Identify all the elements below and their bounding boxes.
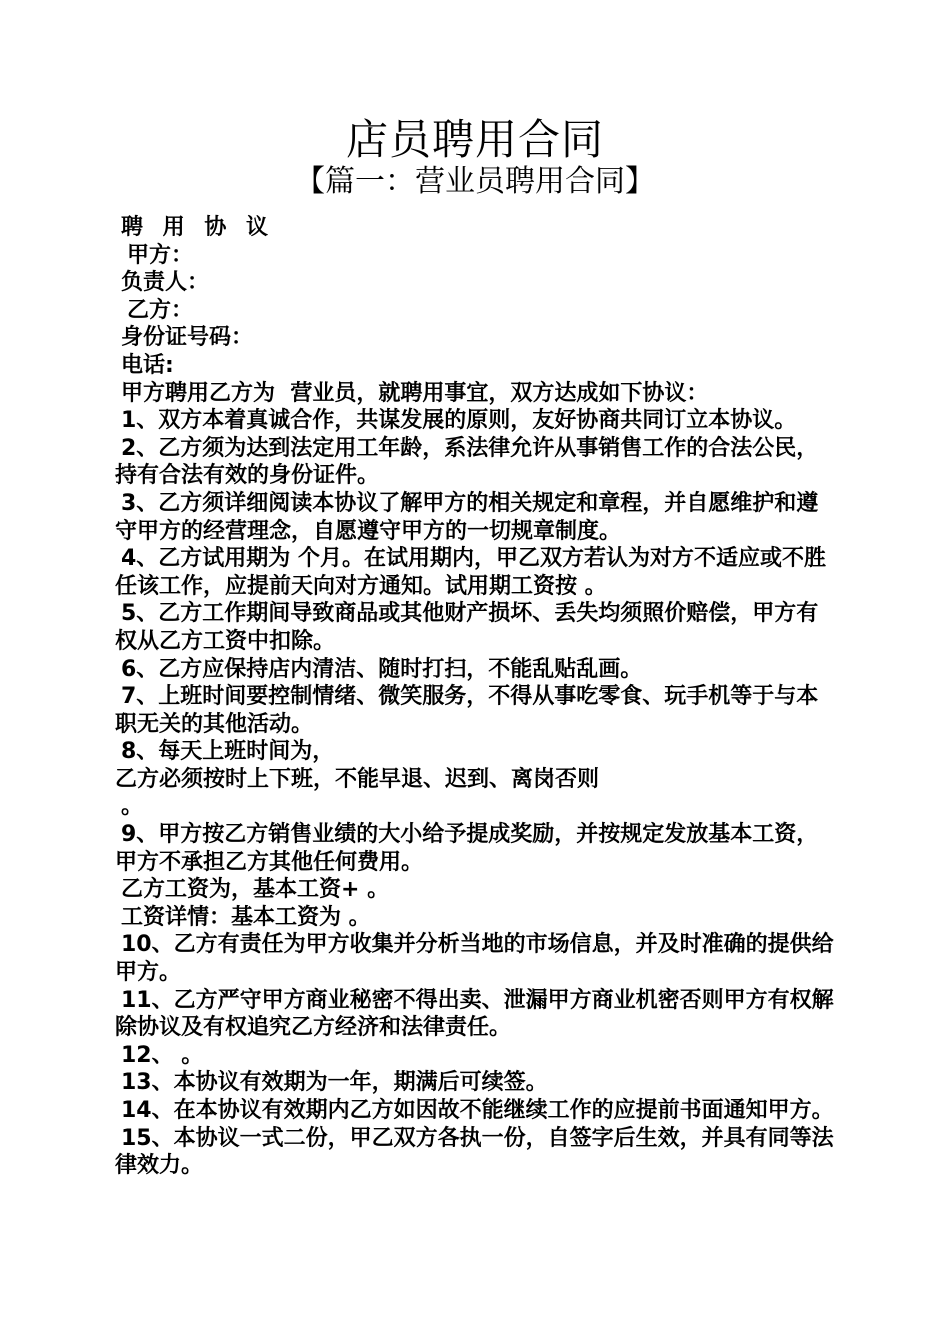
clause-9: 9、甲方按乙方销售业绩的大小给予提成奖励，并按规定发放基本工资，甲方不承担乙方其他任何费用。 <box>115 822 819 875</box>
clause-6: 6、乙方应保持店内清洁、随时打扫，不能乱贴乱画。 <box>121 656 643 682</box>
clause-10: 10、乙方有责任为甲方收集并分析当地的市场信息，并及时准确的提供给甲方。 <box>115 932 834 986</box>
agreement-body <box>115 214 835 1180</box>
salary-detail-line: 工资详情：基本工资为 。 <box>121 904 371 930</box>
clause-12: 12、 。 <box>121 1042 204 1068</box>
clause-3: 3、乙方须详细阅读本协议了解甲方的相关规定和章程，并自愿维护和遵守甲方的经营理念，自愿遵守甲方的一切规章制度。 <box>115 490 819 544</box>
clause-4: 4、乙方试用期为 个月。在试用期内，甲乙双方若认为对方不适应或不胜任该工作，应提前天向对方通知。试用期工资按 。 <box>115 546 826 599</box>
party-a-field: 甲方： <box>127 242 194 268</box>
responsible-person-field: 负责人： <box>121 270 210 296</box>
document-title: 店员聘用合同 <box>345 115 604 164</box>
clause-15: 15、本协议一式二份，甲乙双方各执一份，自签字后生效，并具有同等法律效力。 <box>115 1125 834 1179</box>
clause-14: 14、在本协议有效期内乙方如因故不能继续工作的应提前书面通知甲方。 <box>121 1098 834 1123</box>
salary-line: 乙方工资为，基本工资+ 。 <box>121 877 390 903</box>
party-b-field: 乙方： <box>127 297 194 323</box>
clause-8-start: 8、每天上班时间为， <box>121 739 335 765</box>
document-subtitle: 【篇一：营业员聘用合同】 <box>295 164 655 199</box>
clause-8-end: 。 <box>121 794 144 820</box>
clause-8-middle: 乙方必须按时上下班，不能早退、迟到、离岗否则 <box>115 766 600 792</box>
clause-1: 1、双方本着真诚合作，共谋发展的原则，友好协商共同订立本协议。 <box>121 408 797 434</box>
agreement-intro: 甲方聘用乙方为 营业员，就聘用事宜，双方达成如下协议： <box>121 380 709 406</box>
id-number-field: 身份证号码： <box>121 325 254 351</box>
agreement-heading: 聘 用 协 议 <box>121 215 274 240</box>
phone-field: 电话: <box>121 352 174 378</box>
clause-13: 13、本协议有效期为一年，期满后可续签。 <box>121 1070 548 1096</box>
clause-11: 11、乙方严守甲方商业秘密不得出卖、泄漏甲方商业机密否则甲方有权解除协议及有权追究乙方经济和法律责任。 <box>115 987 834 1041</box>
clause-7: 7、上班时间要控制情绪、微笑服务，不得从事吃零食、玩手机等于与本职无关的其他活动。 <box>115 684 819 737</box>
clause-2: 2、乙方须为达到法定用工年龄，系法律允许从事销售工作的合法公民，持有合法有效的身份证件。 <box>115 435 819 489</box>
clause-5: 5、乙方工作期间导致商品或其他财产损坏、丢失均须照价赔偿，甲方有权从乙方工资中扣除。 <box>115 601 819 654</box>
